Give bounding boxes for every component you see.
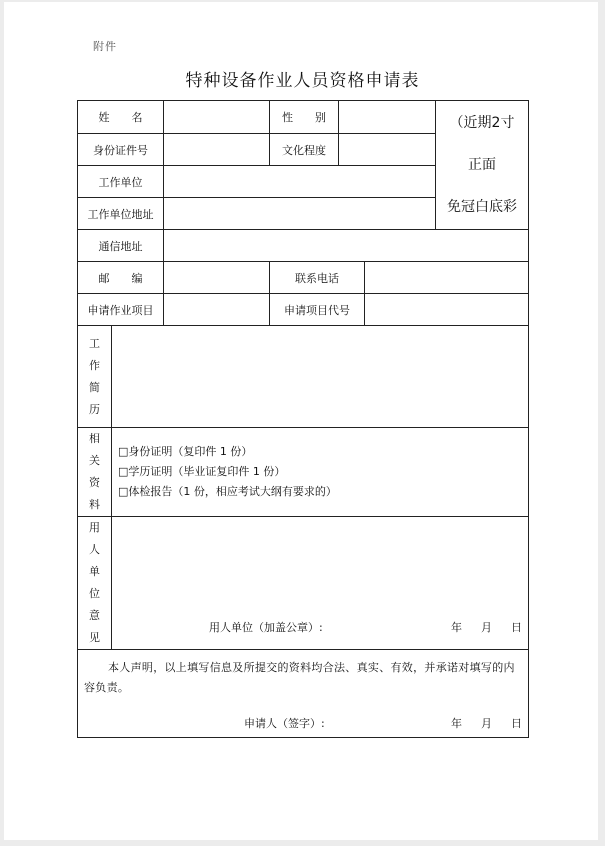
id-number-label: 身份证件号 <box>78 134 164 166</box>
doc-item-id[interactable]: □身份证明（复印件 1 份） <box>118 445 253 458</box>
phone-label: 联系电话 <box>270 262 365 294</box>
applicant-day-label: 日 <box>511 717 522 730</box>
photo-note-line3: 免冠白底彩 <box>447 199 517 215</box>
doc-item-medical[interactable]: □体检报告（1 份，相应考试大纲有要求的） <box>118 485 337 498</box>
declaration-text: 本人声明，以上填写信息及所提交的资料均合法、真实、有效，并承诺对填写的内容负责。 <box>84 661 515 694</box>
employer-year-label: 年 <box>451 621 462 634</box>
postcode-label: 邮 编 <box>78 262 164 294</box>
name-field[interactable] <box>164 101 270 134</box>
apply-code-label: 申请项目代号 <box>270 294 365 326</box>
opinion-label: 用 人 单 位 意 见 <box>78 517 112 650</box>
apply-item-field[interactable] <box>164 294 270 326</box>
application-form-table <box>77 100 529 738</box>
apply-code-field[interactable] <box>365 294 529 326</box>
doc-item-education[interactable]: □学历证明（毕业证复印件 1 份） <box>118 465 286 478</box>
resume-label: 工 作 简 历 <box>78 326 112 428</box>
applicant-month-label: 月 <box>481 717 492 730</box>
docs-list <box>112 428 529 517</box>
opinion-field[interactable] <box>112 517 529 650</box>
education-field[interactable] <box>339 134 436 166</box>
applicant-sign-label: 申请人（签字）: <box>244 717 325 730</box>
phone-field[interactable] <box>365 262 529 294</box>
docs-label: 相 关 资 料 <box>78 428 112 517</box>
gender-field[interactable] <box>339 101 436 134</box>
postcode-field[interactable] <box>164 262 270 294</box>
name-label: 姓 名 <box>78 101 164 134</box>
attachment-label: 附件 <box>93 40 117 53</box>
work-unit-label: 工作单位 <box>78 166 164 198</box>
applicant-year-label: 年 <box>451 717 462 730</box>
gender-label: 性 别 <box>270 101 339 134</box>
education-label: 文化程度 <box>270 134 339 166</box>
work-unit-address-label: 工作单位地址 <box>78 198 164 230</box>
employer-seal-label: 用人单位（加盖公章）: <box>209 621 323 634</box>
mail-address-field[interactable] <box>164 230 529 262</box>
declaration-cell <box>78 650 529 738</box>
photo-box <box>436 101 529 230</box>
work-unit-field[interactable] <box>164 166 436 198</box>
id-number-field[interactable] <box>164 134 270 166</box>
apply-item-label: 申请作业项目 <box>78 294 164 326</box>
photo-note-line2: 正面 <box>468 157 496 173</box>
photo-note-line1: （近期2寸 <box>449 115 515 131</box>
work-unit-address-field[interactable] <box>164 198 436 230</box>
employer-month-label: 月 <box>481 621 492 634</box>
mail-address-label: 通信地址 <box>78 230 164 262</box>
form-title: 特种设备作业人员资格申请表 <box>185 71 420 91</box>
employer-day-label: 日 <box>511 621 522 634</box>
resume-field[interactable] <box>112 326 529 428</box>
